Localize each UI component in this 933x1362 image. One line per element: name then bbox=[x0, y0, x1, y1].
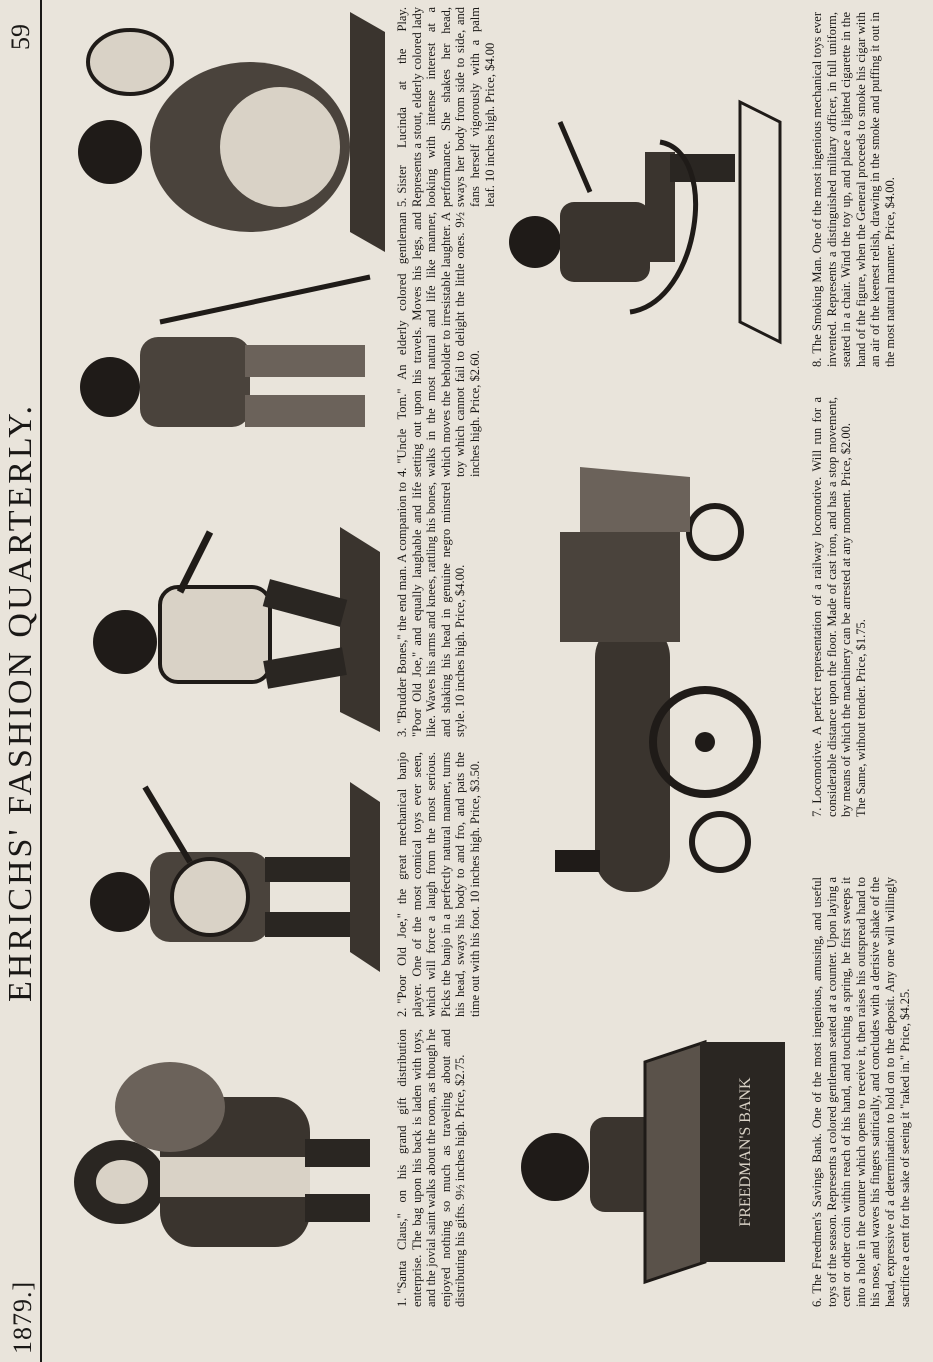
santa-claus-illustration bbox=[50, 1047, 380, 1307]
bank-sign-text: FREEDMAN'S BANK bbox=[737, 1077, 754, 1227]
item-1-caption bbox=[395, 1029, 468, 1307]
sister-lucinda-illustration bbox=[50, 12, 390, 262]
item-1-number: 1. bbox=[395, 1297, 409, 1307]
item-6-number: 6. bbox=[810, 1297, 824, 1307]
locomotive-illustration bbox=[500, 462, 780, 932]
uncle-tom-illustration bbox=[50, 262, 390, 482]
item-7-text: Locomotive. A perfect representation of a railway locomotive. Will run for a considerable distance upon the floor. Made of cast iron, and has a stop movement, by means of which the machinery can be arrested at any moment. Price, $2.00. bbox=[810, 397, 854, 817]
item-3-text: "Brudder Bones," the end man. A companion to "Poor Old Joe," and equally laughable and life like. Waves his arms and knees, rattling his bones, and shaking his head in genuine negro minstrel style. 10 inches high. Price, $4.00. bbox=[395, 482, 468, 737]
item-1-text: "Santa Claus," on his grand gift distribution enterprise. The bag upon his back is laden with toys, and the jovial saint walks about the room, as though he enjoyed nothing so much as traveling about and distributing his gifts. 9½ inches high. Price, $2.75. bbox=[395, 1029, 468, 1307]
item-2-caption bbox=[395, 752, 483, 1017]
poor-old-joe-illustration bbox=[50, 772, 390, 1012]
brudder-bones-illustration bbox=[50, 512, 390, 752]
item-3-caption bbox=[395, 482, 468, 737]
item-3-number: 3. bbox=[395, 727, 409, 737]
item-6-caption bbox=[810, 877, 912, 1307]
item-8-text: The Smoking Man. One of the most ingenious mechanical toys ever invented. Represents a distinguished military officer, in full uniform, seated in a chair. Wind the toy up, and place a lighted cigarette in the hand of the figure, when the General proceeds to smoke his cigar with an air of the keenest relish, drawing in the smoke and puffing it out in the most natural manner. Price, $4.00. bbox=[810, 12, 897, 367]
header-title: EHRICHS' FASHION QUARTERLY. bbox=[2, 403, 39, 1002]
item-7-caption bbox=[810, 397, 868, 817]
item-2-number: 2. bbox=[395, 1007, 409, 1017]
item-8-number: 8. bbox=[810, 357, 824, 367]
item-4-text: "Uncle Tom." An elderly colored gentleman setting out upon his travels. Moves his legs, and walks in the most natural and life like manner, which moves the beholder to irresistable laughter. A toy which cannot fail to delight the little ones. 9½ inches high. Price, $2.60. bbox=[395, 212, 482, 477]
header-rule bbox=[40, 0, 42, 1362]
item-2-text: "Poor Old Joe," the great mechanical banjo player. One of the most comical toys ever seen, which will force a laugh from the most serious. Picks the banjo in a perfectly natural manner, turns his head, sways his body to and fro, and pats the time out with his foot. 10 inches high. Price, $3.50. bbox=[395, 752, 482, 1017]
page-number: 59 bbox=[6, 24, 35, 50]
item-8-caption bbox=[810, 12, 898, 367]
header-year: 1879.] bbox=[8, 1280, 37, 1354]
item-6-text: The Freedmen's Savings Bank. One of the most ingenious, amusing, and useful toys of the season. Represents a colored gentleman seated at a counter. Upon laying a cent or other coin within reach of his hand, and touching a spring, he first sweeps it into a hole in the counter which opens to receive it, then raises his outspread hand to his nose, and waves his fingers satirically, and concludes with a derisive shake of the head, expressive of a determination to hold on to the deposit. Any one will willingly sacrifice a cent for the sake of seeing it "raked in." Price, $4.25. bbox=[810, 877, 912, 1307]
item-5-text: Sister Lucinda at the Play. Represents a stout, elderly colored lady looking with intense interest at a performance. She shakes her head, sways her body from side to side, and fans herself vigorously with a palm leaf. 10 inches high. Price, $4.00 bbox=[395, 7, 497, 207]
item-4-number: 4. bbox=[395, 467, 409, 477]
item-5-number: 5. bbox=[395, 197, 409, 207]
item-7-number: 7. bbox=[810, 807, 824, 817]
freedmens-bank-illustration bbox=[495, 1027, 795, 1302]
item-4-caption bbox=[395, 212, 483, 477]
item-7-extra: The Same, without tender. Price, $1.75. bbox=[853, 619, 868, 817]
item-5-caption bbox=[395, 7, 497, 207]
smoking-man-illustration bbox=[490, 2, 790, 382]
